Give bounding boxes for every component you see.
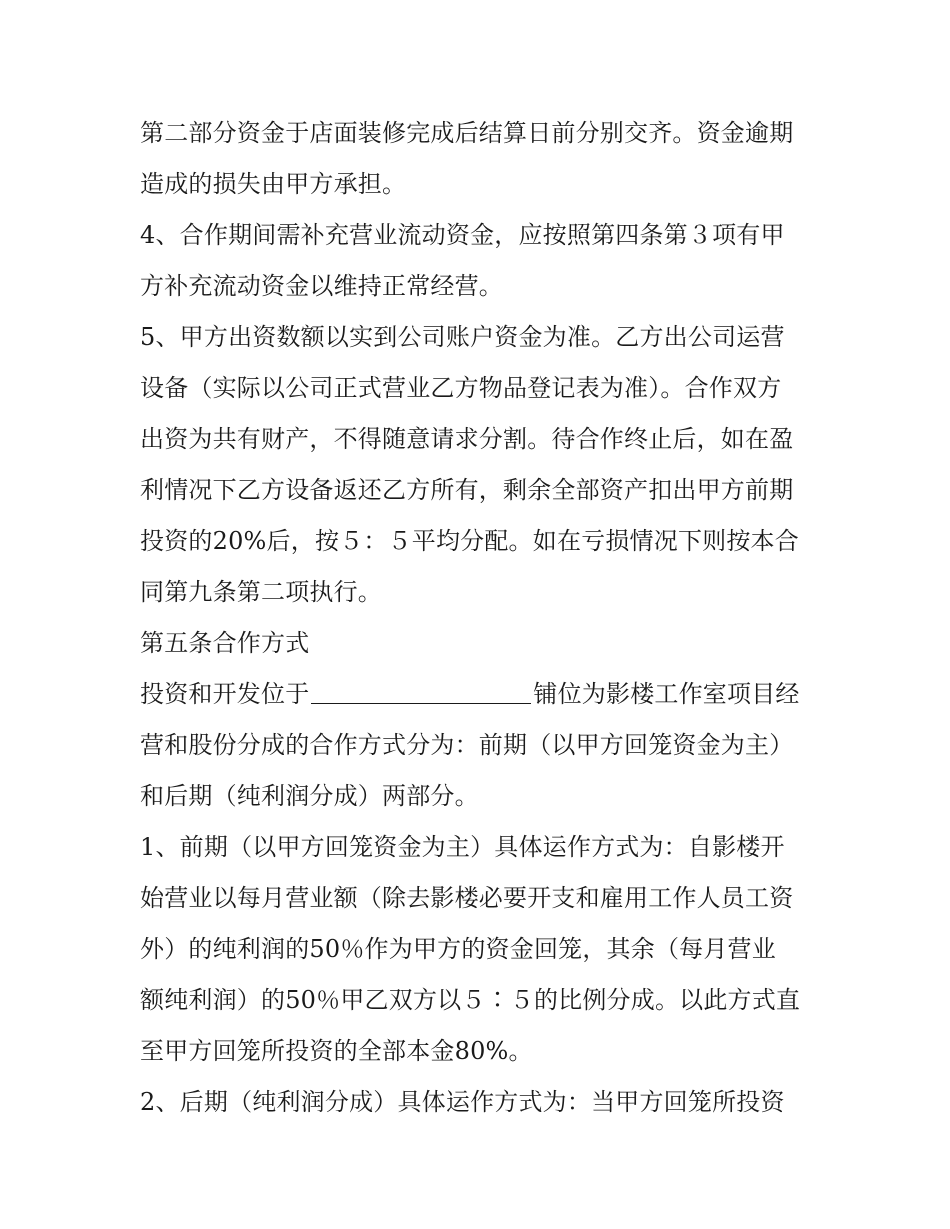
text-line: 额纯利润）的50％甲乙双方以５∶５的比例分成。以此方式直 <box>140 986 801 1014</box>
text-line: 2、后期（纯利润分成）具体运作方式为：当甲方回笼所投资 <box>140 1088 785 1116</box>
fill-in-blank <box>311 675 531 704</box>
text-line: 投资的20%后，按５：５平均分配。如在亏损情况下则按本合 <box>140 527 799 555</box>
document-page <box>140 108 820 1128</box>
text-line: 同第九条第二项执行。 <box>140 578 382 606</box>
blank-line-suffix: 铺位为影楼工作室项目经 <box>533 680 800 708</box>
section-heading: 第五条合作方式 <box>140 629 310 657</box>
text-line: 5、甲方出资数额以实到公司账户资金为准。乙方出公司运营 <box>140 323 785 351</box>
text-line: 营和股份分成的合作方式分为：前期（以甲方回笼资金为主） <box>140 731 794 759</box>
text-line: 1、前期（以甲方回笼资金为主）具体运作方式为：自影楼开 <box>140 833 785 861</box>
blank-line-prefix: 投资和开发位于 <box>140 680 310 708</box>
text-line: 设备（实际以公司正式营业乙方物品登记表为准）。合作双方 <box>140 374 782 402</box>
text-line: 造成的损失由甲方承担。 <box>140 170 407 198</box>
text-line: 第二部分资金于店面装修完成后结算日前分别交齐。资金逾期 <box>140 119 794 147</box>
text-line: 方补充流动资金以维持正常经营。 <box>140 272 503 300</box>
text-line-with-blank <box>140 669 820 720</box>
text-line: 始营业以每月营业额（除去影楼必要开支和雇用工作人员工资 <box>140 884 794 912</box>
text-line: 外）的纯利润的50％作为甲方的资金回笼，其余（每月营业 <box>140 935 776 963</box>
text-line: 出资为共有财产，不得随意请求分割。待合作终止后，如在盈 <box>140 425 794 453</box>
text-line: 利情况下乙方设备返还乙方所有，剩余全部资产扣出甲方前期 <box>140 476 794 504</box>
text-line: 4、合作期间需补充营业流动资金，应按照第四条第３项有甲 <box>140 221 785 249</box>
text-line: 至甲方回笼所投资的全部本金80%。 <box>140 1037 533 1065</box>
text-line: 和后期（纯利润分成）两部分。 <box>140 782 479 810</box>
